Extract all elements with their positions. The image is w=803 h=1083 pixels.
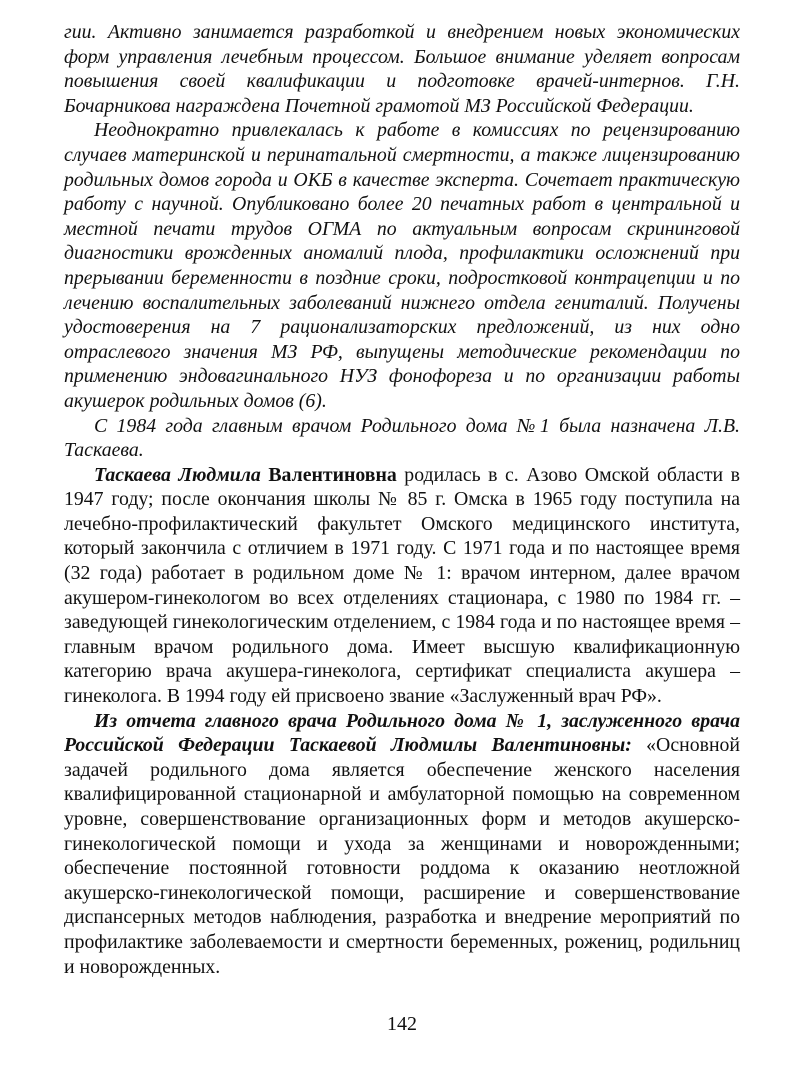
paragraph-appointment: С 1984 года главным врачом Родильного дома №1 была назначена Л.В. Таскаева.	[64, 414, 740, 462]
paragraph-expert-work: Неоднократно привлекалась к работе в комиссиях по рецензированию случаев материнской и перинатальной смертности, а также лицензированию родильных домов города и ОКБ в качестве эксперта. Сочетает практическую работу с научной. Опубликовано более 20 печатных работ в центральной и местной печати трудов ОГМА по актуальным вопросам скрининговой диагностики врожденных аномалий плода, профилактики осложнений при прерывании беременности в поздние сроки, подростковой контрацепции и по лечению воспалительных заболеваний нижнего отдела гениталий. Получены удостоверения на 7 рационализаторских предложений, из них одно отраслевого значения МЗ РФ, выпущены методические рекомендации по применению эндовагинального НУЗ фонофореза и по организации работы акушерок родильных домов (6).	[64, 119, 740, 412]
bio-name-italic: Таскаева Людмила	[94, 463, 261, 486]
paragraph-biography	[64, 463, 740, 709]
body-text	[64, 20, 740, 979]
page-number: 142	[387, 1013, 417, 1035]
book-page	[64, 20, 740, 1060]
bio-name-bold: Валентиновна	[268, 463, 397, 486]
paragraph-report	[64, 709, 740, 980]
report-text: «Основной задачей родильного дома является обеспечение женского населения квалифицированной стационарной и амбулаторной помощью на современном уровне, совершенствование организационных форм и методов акушерско-гинекологической помощи и ухода за женщинами и новорожденными; обеспечение постоянной готовности роддома к оказанию неотложной акушерско-гинекологической помощи, расширение и совершенствование диспансерных методов наблюдения, разработка и внедрение мероприятий по профилактике заболеваемости и смертности беременных, рожениц, родильниц и новорожденных.	[64, 734, 741, 978]
paragraph-continuation: гии. Активно занимается разработкой и внедрением новых экономических форм управления лечебным процессом. Большое внимание уделяет вопросам повышения своей квалификации и подготовке врачей-интернов. Г.Н. Бочарникова награждена Почетной грамотой МЗ Российской Федерации.	[64, 21, 740, 117]
bio-text: родилась в с. Азово Омской области в 1947 году; после окончания школы № 85 г. Омска в 1965 году поступила на лечебно-профилактический факультет Омского медицинского института, который закончила с отличием в 1971 году. С 1971 года и по настоящее время (32 года) работает в родильном доме № 1: врачом интерном, далее врачом акушером-гинекологом во всех отделениях стационара, с 1980 по 1984 гг. – заведующей гинекологическим отделением, с 1984 года и по настоящее время – главным врачом родильного дома. Имеет высшую квалификационную категорию врача акушера-гинеколога, сертификат специалиста акушера – гинеколога. В 1994 году ей присвоено звание «Заслуженный врач РФ».	[64, 463, 740, 708]
report-heading: Из отчета главного врача Родильного дома № 1, заслуженного врача Российской Федерации Таскаевой Людмилы Валентиновны:	[64, 709, 740, 757]
